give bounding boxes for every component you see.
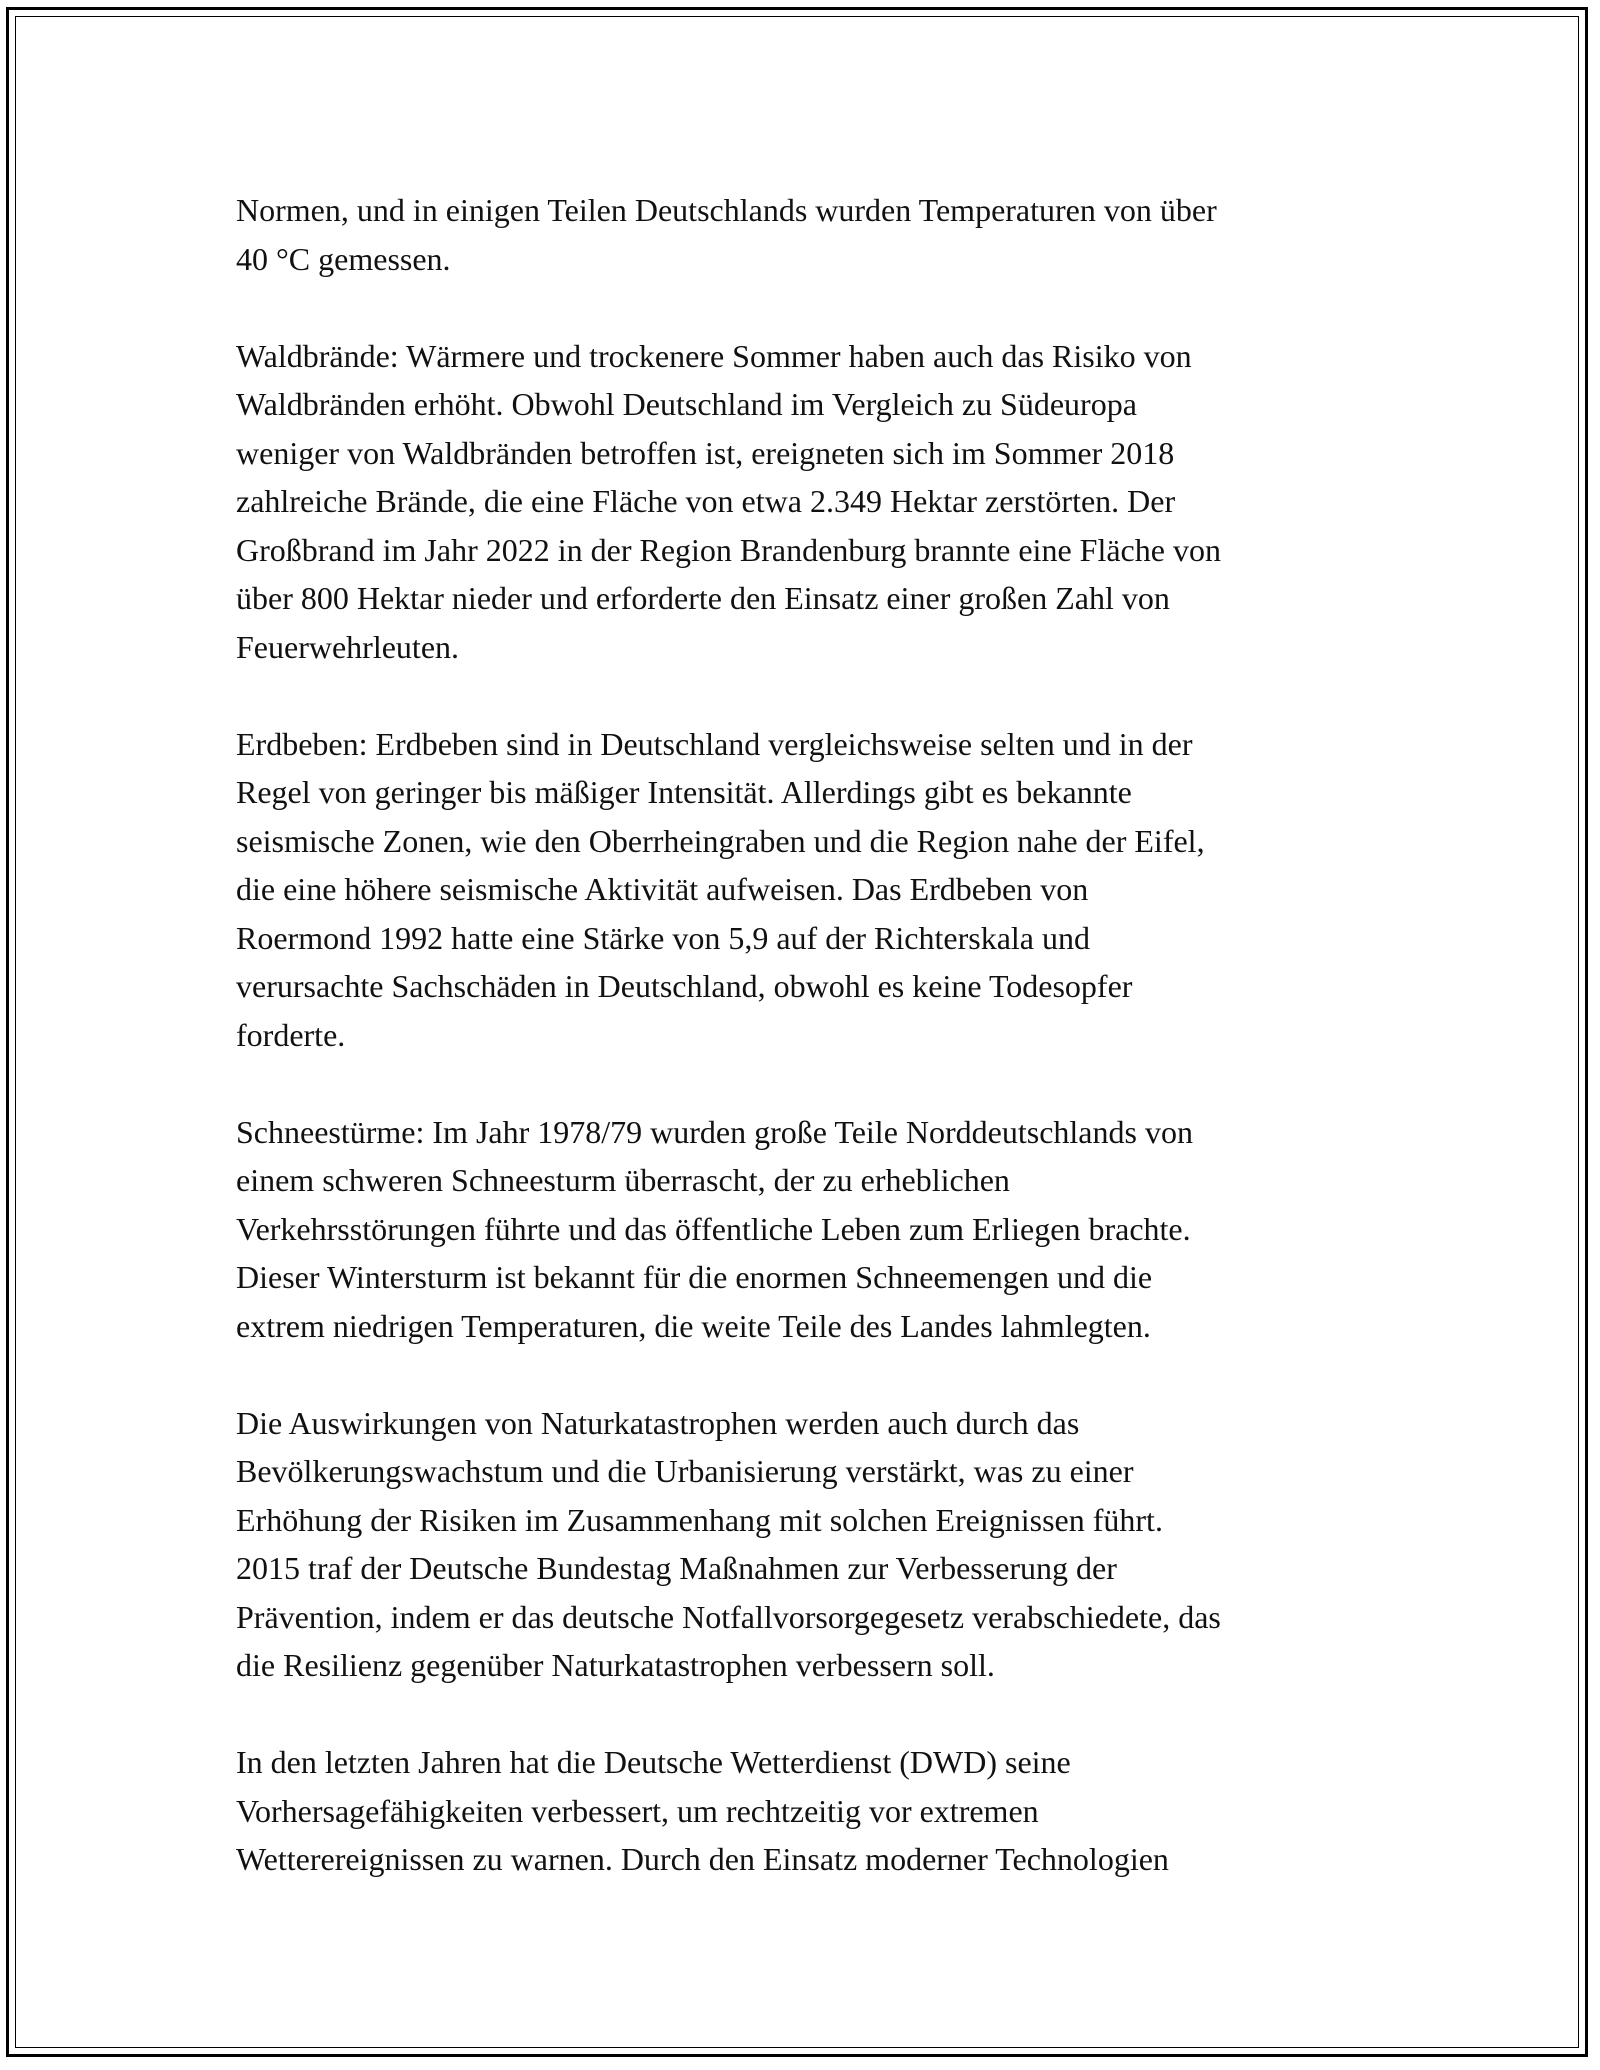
- document-body: [236, 186, 1376, 1932]
- paragraph-wildfires: Waldbrände: Wärmere und trockenere Sommer haben auch das Risiko von Waldbränden erhöht. Obwohl Deutschland im Vergleich zu Südeuropa weniger von Waldbränden betroffen ist, ereigneten sich im Sommer 2018 zahlreiche Brände, die eine Fläche von etwa 2.349 Hektar zerstörten. Der Großbrand im Jahr 2022 in der Region Brandenburg brannte eine Fläche von über 800 Hektar nieder und erforderte den Einsatz einer großen Zahl von Feuerwehrleuten.: [236, 337, 1221, 665]
- paragraph-earthquakes: Erdbeben: Erdbeben sind in Deutschland vergleichsweise selten und in der Regel von geringer bis mäßiger Intensität. Allerdings gibt es bekannte seismische Zonen, wie den Oberrheingraben und die Region nahe der Eifel, die eine höhere seismische Aktivität aufweisen. Das Erdbeben von Roermond 1992 hatte eine Stärke von 5,9 auf der Richterskala und verursachte Sachschäden in Deutschland, obwohl es keine Todesopfer forderte.: [236, 725, 1205, 1053]
- paragraph-population-impact: Die Auswirkungen von Naturkatastrophen werden auch durch das Bevölkerungswachstum und die Urbanisierung verstärkt, was zu einer Erhöhung der Risiken im Zusammenhang mit solchen Ereignissen führt. 2015 traf der Deutsche Bundestag Maßnahmen zur Verbesserung der Prävention, indem er das deutsche Notfallvorsorgegesetz verabschiedete, das die Resilienz gegenüber Naturkatastrophen verbessern soll.: [236, 1404, 1221, 1683]
- paragraph-heat-continuation: Normen, und in einigen Teilen Deutschlands wurden Temperaturen von über 40 °C gemessen.: [236, 192, 1217, 277]
- paragraph-snowstorms: Schneestürme: Im Jahr 1978/79 wurden große Teile Norddeutschlands von einem schweren Schneesturm überrascht, der zu erheblichen Verkehrsstörungen führte und das öffentliche Leben zum Erliegen brachte. Dieser Wintersturm ist bekannt für die enormen Schneemengen und die extrem niedrigen Temperaturen, die weite Teile des Landes lahmlegten.: [236, 1113, 1193, 1344]
- paragraph-dwd-forecasting: In den letzten Jahren hat die Deutsche Wetterdienst (DWD) seine Vorhersagefähigkeiten verbessert, um rechtzeitig vor extremen Wetterereignissen zu warnen. Durch den Einsatz moderner Technologien: [236, 1744, 1169, 1877]
